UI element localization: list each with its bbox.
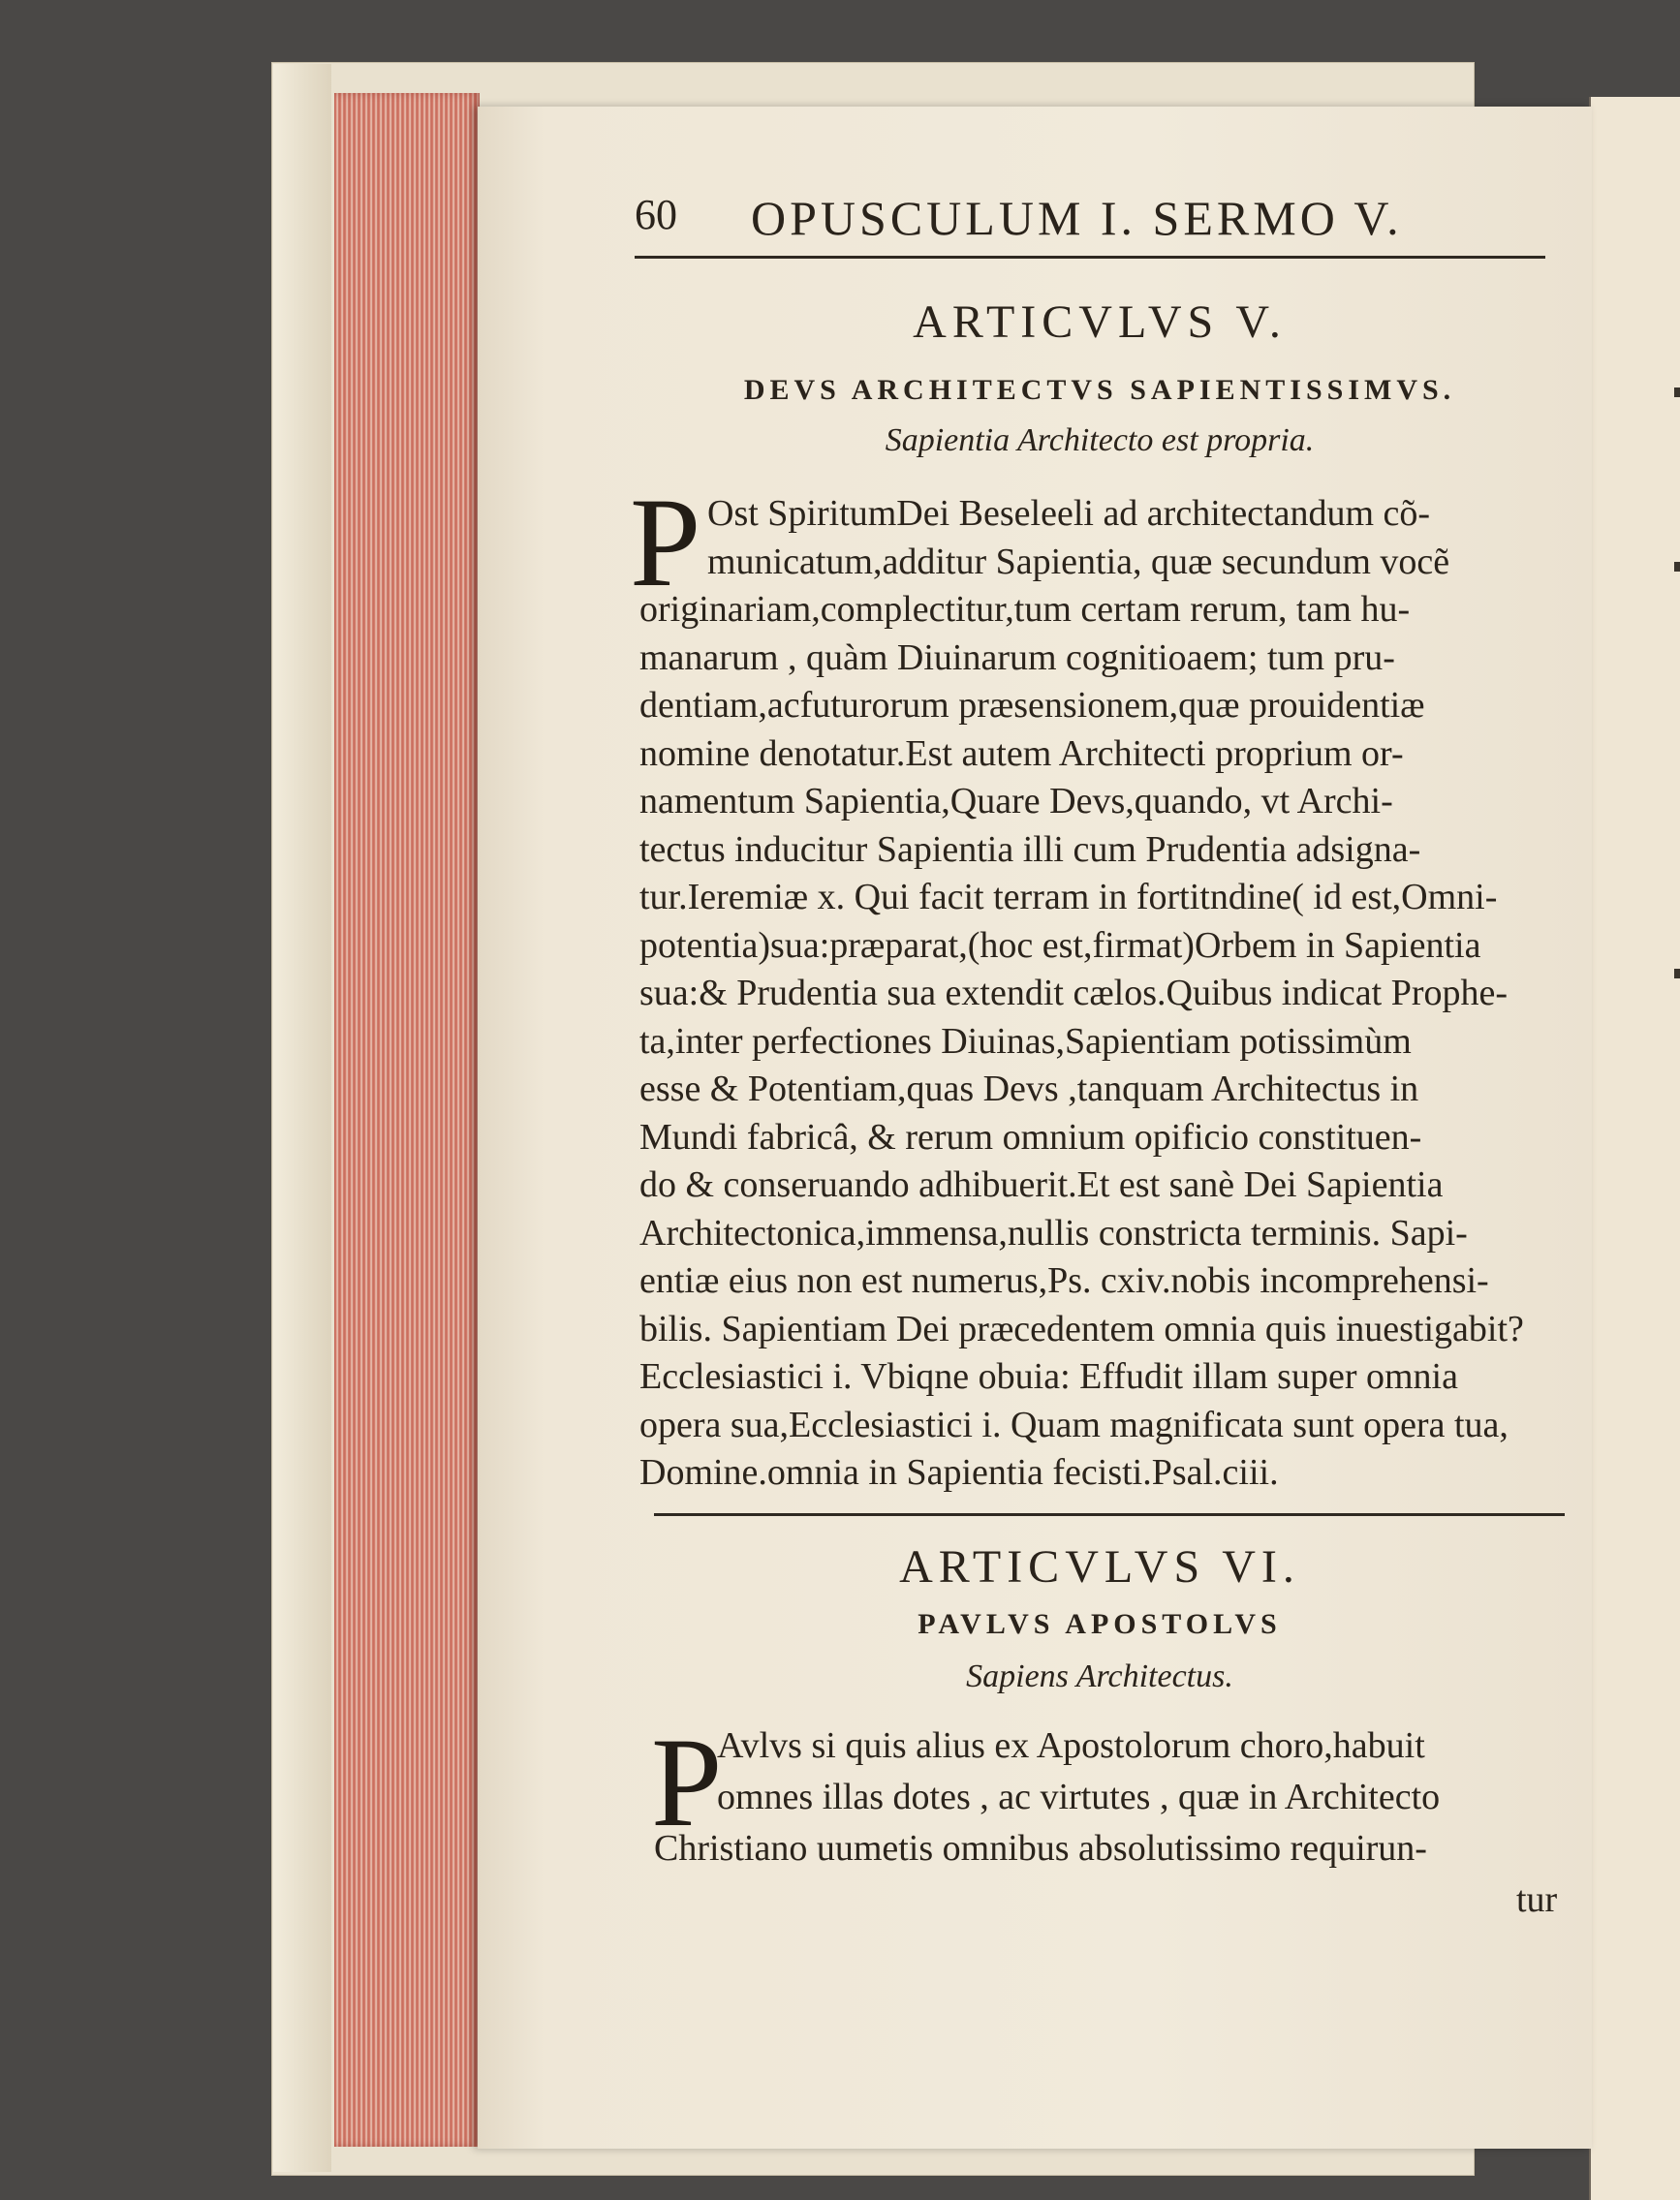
running-title: OPUSCULUM I. SERMO V. xyxy=(751,191,1403,245)
text-line: Ecclesiastici i. Vbiqne obuia: Effudit illam super omnia xyxy=(639,1356,1458,1397)
text-line: Mundi fabricâ, & rerum omnium opificio constituen- xyxy=(639,1116,1422,1158)
text-line: municatum,additur Sapientia, quæ secundum vocẽ xyxy=(707,541,1450,582)
text-line: Domine.omnia in Sapientia fecisti.Psal.ciii. xyxy=(639,1452,1279,1493)
text-line: potentia)sua:præparat,(hoc est,firmat)Orbem in Sapientia xyxy=(639,924,1481,966)
text-line: originariam,complectitur,tum certam rerum, tam hu- xyxy=(639,589,1411,630)
book-spine xyxy=(273,64,331,2172)
article-5-title: ARTICVLVS V. xyxy=(913,296,1287,348)
header-rule xyxy=(635,256,1545,259)
text-line: do & conseruando adhibuerit.Et est sanè Dei Sapientia xyxy=(639,1164,1444,1205)
text-line: sua:& Prudentia sua extendit cælos.Quibus indicat Prophe- xyxy=(639,973,1509,1013)
ink-mark xyxy=(1674,562,1680,572)
text-line: manarum , quàm Diuinarum cognitioaem; tum pru- xyxy=(639,636,1395,678)
facing-page-edge xyxy=(1589,97,1680,2200)
article-6-subtitle: PAVLVS APOSTOLVS xyxy=(918,1608,1282,1640)
text-line: Christiano uumetis omnibus absolutissimo requirun- xyxy=(654,1828,1427,1869)
text-line: ta,inter perfectiones Diuinas,Sapientiam potissimùm xyxy=(639,1020,1412,1062)
section-rule xyxy=(654,1513,1565,1516)
text-line: Ost SpiritumDei Beseleeli ad architectandum cõ- xyxy=(707,493,1431,534)
text-line: dentiam,acfuturorum præsensionem,quæ prouidentiæ xyxy=(639,685,1425,726)
text-line: Avlvs si quis alius ex Apostolorum choro,habuit xyxy=(717,1725,1425,1766)
text-line: tectus inducitur Sapientia illi cum Prudentia adsigna- xyxy=(639,828,1421,870)
page-number: 60 xyxy=(635,191,677,238)
text-line: omnes illas dotes , ac virtutes , quæ in Architecto xyxy=(717,1777,1441,1817)
running-head xyxy=(635,190,1565,248)
text-line: bilis. Sapientiam Dei præcedentem omnia quis inuestigabit? xyxy=(639,1308,1524,1349)
red-page-edges xyxy=(334,93,480,2147)
article-5-subtitle: DEVS ARCHITECTVS SAPIENTISSIMVS. xyxy=(743,374,1456,406)
text-line: Architectonica,immensa,nullis constricta terminis. Sapi- xyxy=(639,1212,1468,1254)
ink-mark xyxy=(1674,387,1680,397)
text-line: esse & Potentiam,quas Devs ,tanquam Architectus in xyxy=(639,1069,1419,1109)
article-6-title: ARTICVLVS VI. xyxy=(899,1541,1300,1593)
text-line: entiæ eius non est numerus,Ps. cxiv.nobis incomprehensi- xyxy=(639,1260,1489,1301)
text-line: opera sua,Ecclesiastici i. Quam magnificata sunt opera tua, xyxy=(639,1404,1509,1445)
text-line: tur xyxy=(1516,1879,1558,1920)
article-5-italic-subtitle: Sapientia Architecto est propria. xyxy=(885,422,1315,458)
text-line: namentum Sapientia,Quare Devs,quando, vt Archi- xyxy=(639,781,1393,821)
drop-cap: P xyxy=(630,471,701,613)
article-6-italic-subtitle: Sapiens Architectus. xyxy=(966,1658,1233,1694)
ink-mark xyxy=(1674,969,1680,978)
text-line: nomine denotatur.Est autem Architecti proprium or- xyxy=(639,732,1404,774)
drop-cap: P xyxy=(651,1711,723,1853)
text-line: tur.Ieremiæ x. Qui facit terram in fortitndine( id est,Omni- xyxy=(639,877,1498,917)
